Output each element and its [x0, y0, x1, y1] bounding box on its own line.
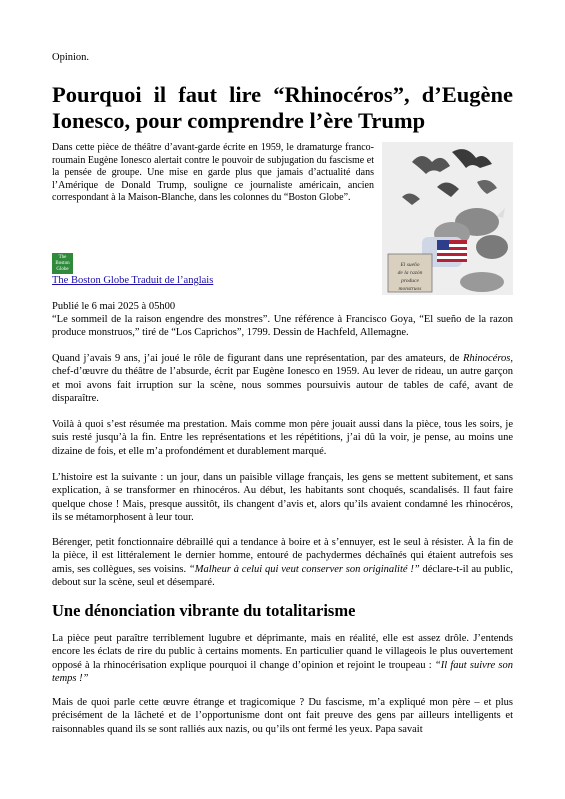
pedestal-inscription: El sueño	[400, 262, 420, 268]
section-subheading: Une dénonciation vibrante du totalitarisme	[52, 601, 356, 620]
svg-text:de la razón: de la razón	[397, 270, 423, 276]
cartoon-illustration	[382, 142, 513, 295]
svg-text:monstruos: monstruos	[398, 286, 422, 292]
source-link[interactable]: The Boston Globe Traduit de l’anglais	[52, 275, 214, 286]
article-title: Pourquoi il faut lire “Rhinocéros”, d’Eugène Ionesco, pour comprendre l’ère Trump	[52, 82, 513, 133]
publication-date: Publié le 6 mai 2025 à 05h00	[52, 301, 176, 312]
image-caption: “Le sommeil de la raison engendre des monstres”. Une référence à Francisco Goya, “El sueño de la razon produce monstruos,” tiré de “Los Caprichos”, 1799. Dessin de Hachfeld, Allemagne.	[52, 314, 513, 338]
paragraph-6: Mais de quoi parle cette œuvre étrange et tragicomique ? Du fascisme, m’a expliqué mon père – et plus précisément de la lâcheté et de l’opportunisme dont ont fait preuve des gens par ailleurs intelligents et raisonnables quand ils se sont ralliés aux nazis, ou qu’ils ont fermé les yeux. Papa savait	[52, 697, 513, 735]
cartoon-drawing	[382, 142, 513, 295]
svg-text:produce: produce	[401, 278, 419, 284]
boston-globe-logo: The Boston Globe	[52, 253, 73, 274]
source-logo	[52, 253, 73, 274]
article-lede	[52, 142, 513, 297]
lede-text: Dans cette pièce de théâtre d’avant-garde écrite en 1959, le dramaturge franco-roumain Eugène Ionesco alertait contre le pouvoir de subjugation du fascisme et la pensée de groupe. Une mise en garde plus que jamais d’actualité dans l’Amérique de Donald Trump, souligne ce journaliste américain, ancien correspondant à la Maison-Blanche, dans les colonnes du “Boston Globe”.	[52, 142, 374, 204]
paragraph-2: Voilà à quoi s’est résumée ma prestation. Mais comme mon père jouait aussi dans la pièce, tous les soirs, je suis resté jusqu’à la fin. Entre les représentations et les répétitions, j’ai dû la voir, je pense, au moins une dizaine de fois, et elle m’a profondément et durablement marqué.	[52, 419, 513, 457]
section-label: Opinion.	[52, 52, 90, 63]
paragraph-3: L’histoire est la suivante : un jour, dans un paisible village français, les gens se mettent subitement, et sans explication, à se transformer en rhinocéros. Au début, les habitants sont choqués, scandalisés. Il faut faire quelque chose ! Mais, presque aussitôt, ils changent d’avis et, alors qu’ils avaient condamné les rhinocéros, ils se métamorphosent à leur tour.	[52, 472, 513, 524]
paragraph-4: Bérenger, petit fonctionnaire débraillé qui a tendance à boire et à s’ennuyer, est le seul à résister. À la fin de la pièce, il est littéralement le dernier homme, entouré de pachydermes déchaînés qui étaient autrefois ses amis, ses collègues, ses voisins. “Malheur à celui qui veut conserver son originalité !” déclare-t-il au public, debout sur la scène, seul et désemparé.	[52, 537, 514, 589]
paragraph-1: Quand j’avais 9 ans, j’ai joué le rôle de figurant dans une représentation, par des amateurs, de Rhinocéros, chef-d’œuvre du théâtre de l’absurde, écrit par Eugène Ionesco en 1959. Au lever de rideau, un autre garçon et moi avons fait irruption sur la scène, nous sommes poursuivis autour de tables de café, avant de disparaître.	[52, 353, 513, 405]
paragraph-5: La pièce peut paraître terriblement lugubre et déprimante, mais en réalité, elle est assez drôle. J’entends encore les éclats de rire du public à certains moments. En particulier quand le villageois le plus ouvertement opposé à la rhinocérisation explique pourquoi il change d’opinion et rejoint le troupeau : “Il faut suivre son temps !”	[52, 633, 513, 685]
